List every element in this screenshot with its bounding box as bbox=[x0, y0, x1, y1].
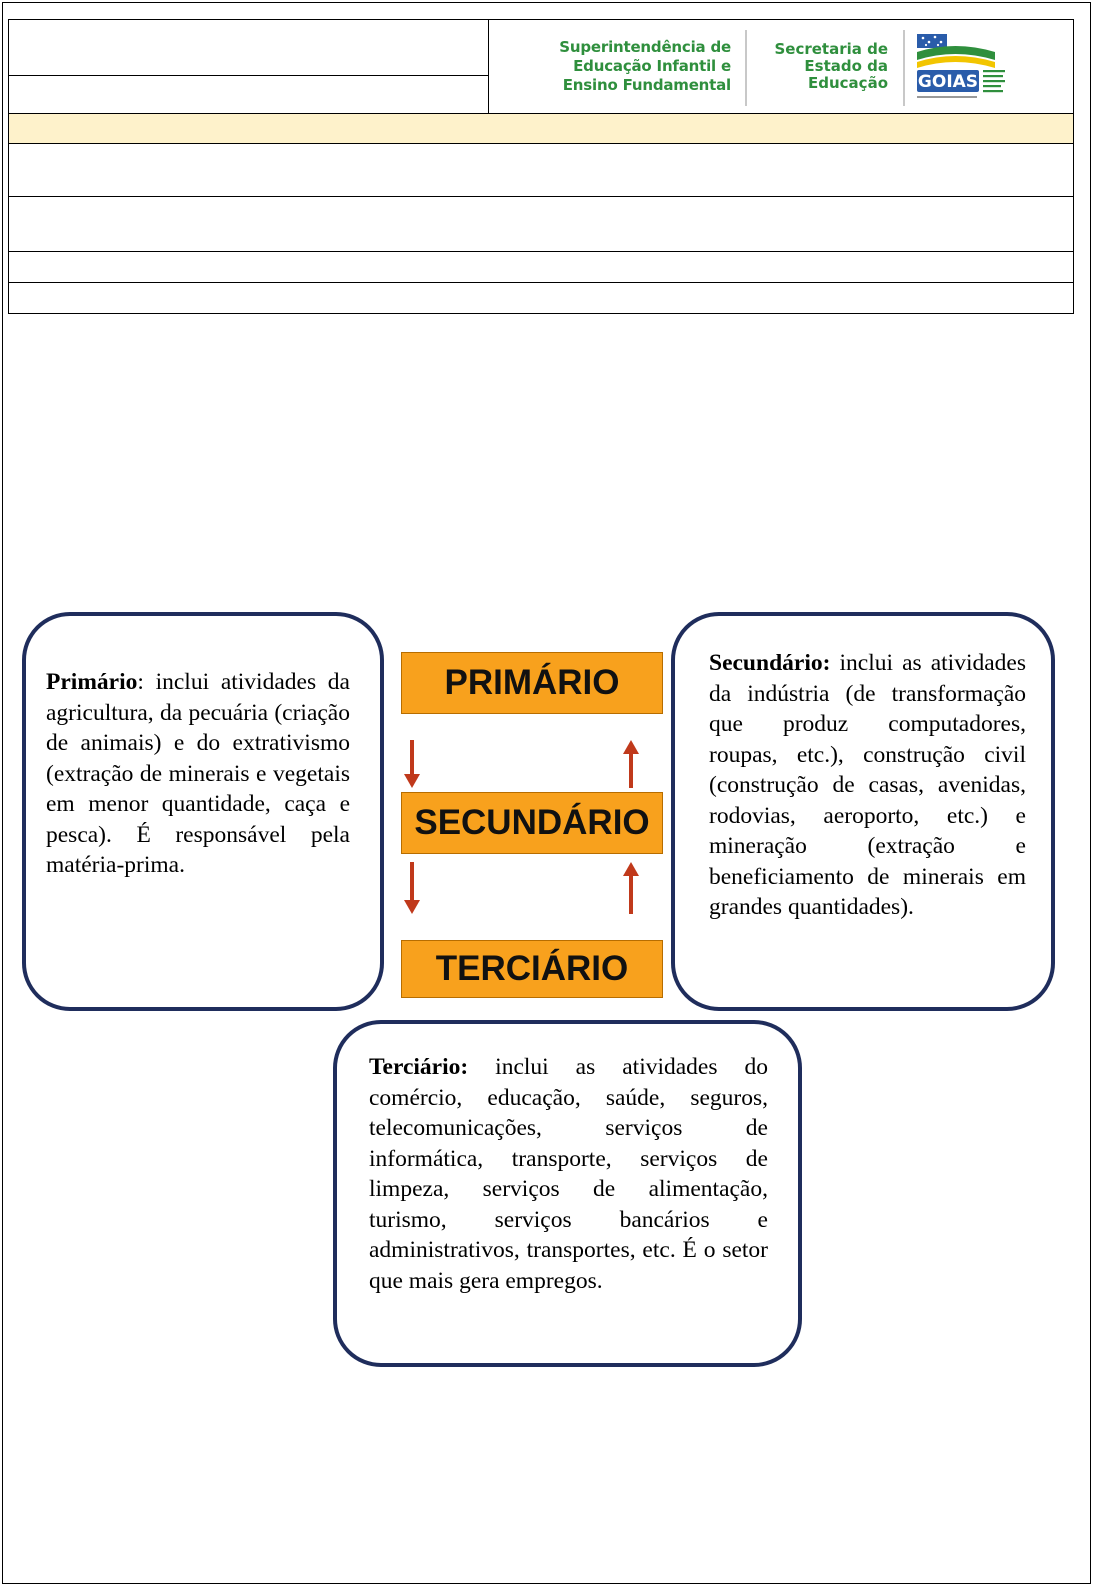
sector-terciario-label: TERCIÁRIO bbox=[401, 940, 663, 998]
arrow-up-icon bbox=[622, 740, 640, 788]
arrow-down-icon bbox=[403, 862, 421, 914]
logos bbox=[489, 20, 1073, 113]
terciario-term: Terciário: bbox=[369, 1054, 469, 1080]
header-field-5[interactable] bbox=[9, 252, 1074, 283]
secundario-text: inclui as atividades da indústria (de transformação que produz computadores, roupas, etc.), construção civil (construção de casas, avenidas, rodovias, aeroporto, etc.) e mineração (extração e beneficiamento de minerais em grandes quantidades). bbox=[709, 650, 1026, 920]
terciario-description-box bbox=[333, 1020, 802, 1367]
header-yellow-row bbox=[9, 114, 1074, 144]
superintendencia-logo-text: Superintendência de Educação Infantil e Ensino Fundamental bbox=[559, 38, 731, 94]
secretaria-logo-text: Secretaria de Estado da Educação bbox=[774, 40, 888, 92]
secundario-description-box bbox=[671, 612, 1055, 1011]
terciario-text: inclui as atividades do comércio, educação, saúde, seguros, telecomunicações, serviços de informática, transporte, serviços de limpeza, serviços de alimentação, turismo, serviços bancários e administrativos, transportes, etc. É o setor que mais gera empregos. bbox=[369, 1054, 768, 1294]
sector-secundario-label: SECUNDÁRIO bbox=[401, 792, 663, 854]
primario-description-box bbox=[22, 612, 384, 1011]
arrow-down-icon bbox=[403, 740, 421, 788]
primario-text: : inclui atividades da agricultura, da pecuária (criação de animais) e do extrativismo (extração de minerais e vegetais em menor quantidade, caça e pesca). É responsável pela matéria-prima. bbox=[46, 669, 350, 878]
header-field-2[interactable] bbox=[9, 76, 489, 114]
header-field-1[interactable] bbox=[9, 20, 489, 76]
header-field-6[interactable] bbox=[9, 283, 1074, 314]
header-logos-cell bbox=[489, 20, 1074, 114]
logo-divider bbox=[903, 30, 905, 106]
goias-logo-icon bbox=[915, 30, 1023, 106]
secundario-term: Secundário: bbox=[709, 650, 831, 676]
arrow-up-icon bbox=[622, 862, 640, 914]
primario-term: Primário bbox=[46, 669, 138, 695]
header-table bbox=[8, 19, 1074, 314]
sector-primario-label: PRIMÁRIO bbox=[401, 652, 663, 714]
logo-divider bbox=[745, 30, 747, 106]
header-field-4[interactable] bbox=[9, 197, 1074, 252]
svg-text:GOIAS: GOIAS bbox=[917, 72, 979, 92]
header-field-3[interactable] bbox=[9, 144, 1074, 197]
